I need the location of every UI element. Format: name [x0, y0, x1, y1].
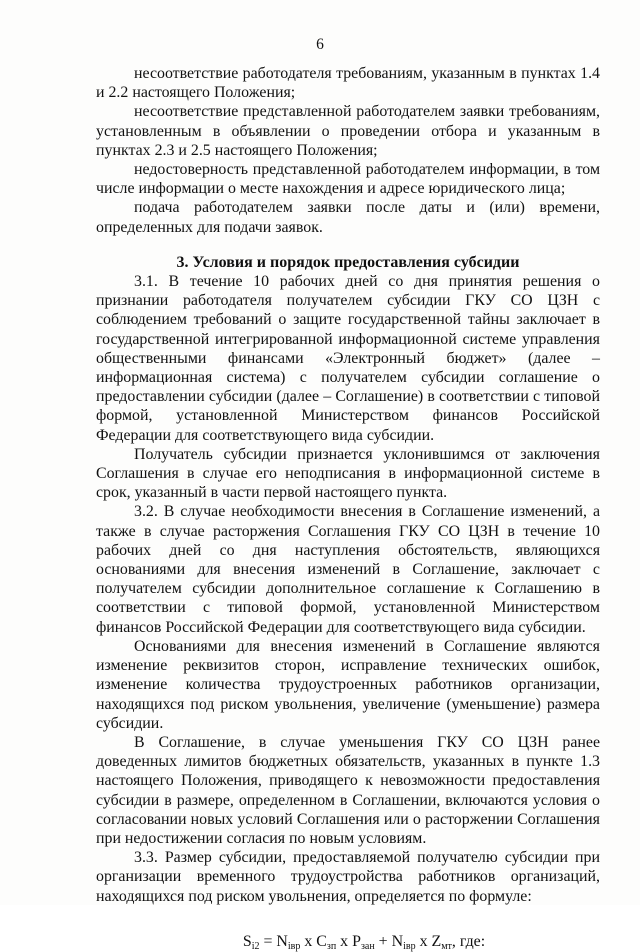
formula-subscript: зп	[326, 940, 337, 952]
formula-symbol: N	[276, 932, 288, 950]
formula-subscript: iвр	[403, 940, 416, 952]
formula-operator: x	[415, 932, 432, 950]
formula-operator: =	[259, 932, 277, 950]
formula-symbol: Z	[431, 932, 442, 950]
paragraph: 3.2. В случае необходимости внесения в Соглашение изменений, а также в случае расторжения Соглашения ГКУ СО ЦЗН в течение 10 рабочих дней со дня наступления обстоятельств, являющихся основаниями для внесения изменений в Соглашение, заключает с получателем субсидии дополнительное соглашение к Соглашению в соответствии с типовой формой, установленной Министерством финансов Российской Федерации для соответствующего вида субсидии.	[96, 503, 600, 636]
paragraph: подача работодателем заявки после даты и (или) времени, определенных для подачи заявок.	[96, 199, 600, 236]
paragraph: недостоверность представленной работодателем информации, в том числе информации о месте нахождения и адресе юридического лица;	[96, 161, 600, 198]
paragraph: 3.1. В течение 10 рабочих дней со дня принятия решения о признании работодателя получателем субсидии ГКУ СО ЦЗН с соблюдением требований о защите государственной тайны заключает в государственной интегрированной информационной системе управления общественными финансами «Электронный бюджет» (далее – информационная система) с получателем субсидии соглашение о предоставлении субсидии (далее – Соглашение) в соответствии с типовой формой, установленной Министерством финансов Российской Федерации для соответствующего вида субсидии.	[96, 273, 600, 444]
subsidy-formula	[96, 932, 600, 951]
formula-tail: , где:	[451, 932, 486, 950]
formula-operator: +	[374, 932, 392, 950]
section-heading: 3. Условия и порядок предоставления субсидии	[176, 253, 520, 271]
formula-subscript: i2	[251, 940, 260, 952]
formula-subscript: iвр	[287, 940, 301, 952]
formula-subscript: зан	[360, 940, 375, 952]
paragraph: 3.3. Размер субсидии, предоставляемой получателю субсидии при организации временного трудоустройства работников организаций, находящихся под риском увольнения, определяется по формуле:	[96, 849, 600, 905]
formula-operator: x	[336, 932, 353, 950]
formula-subscript: мт	[441, 940, 452, 952]
paragraph: несоответствие работодателя требованиям, указанным в пунктах 1.4 и 2.2 настоящего Положения;	[96, 65, 600, 102]
formula-symbol: S	[242, 932, 252, 950]
page-number: 6	[316, 36, 324, 53]
paragraph: В Соглашение, в случае уменьшения ГКУ СО ЦЗН ранее доведенных лимитов бюджетных обязательств, указанных в пункте 1.3 настоящего Положения, приводящего к невозможности предоставления субсидии в размере, определенном в Соглашении, включаются условия о согласовании новых условий Соглашения или о расторжении Соглашения при недостижении согласия по новым условиям.	[96, 733, 600, 847]
formula-symbol: C	[316, 932, 327, 950]
formula-symbol: P	[352, 932, 361, 950]
paragraph: несоответствие представленной работодателем заявки требованиям, установленным в объявлении о проведении отбора и указанным в пунктах 2.3 и 2.5 настоящего Положения;	[96, 103, 600, 159]
formula-symbol: N	[391, 932, 404, 950]
document-body	[96, 64, 600, 951]
paragraph: Получатель субсидии признается уклонившимся от заключения Соглашения в случае его неподписания в информационной системе в срок, указанный в части первой настоящего пункта.	[96, 445, 600, 502]
paragraph: Основаниями для внесения изменений в Соглашение являются изменение реквизитов сторон, исправление технических ошибок, изменение количества трудоустроенных работников организации, находящихся под риском увольнения, увеличение (уменьшение) размера субсидии.	[96, 637, 600, 732]
formula-operator: x	[300, 932, 317, 950]
